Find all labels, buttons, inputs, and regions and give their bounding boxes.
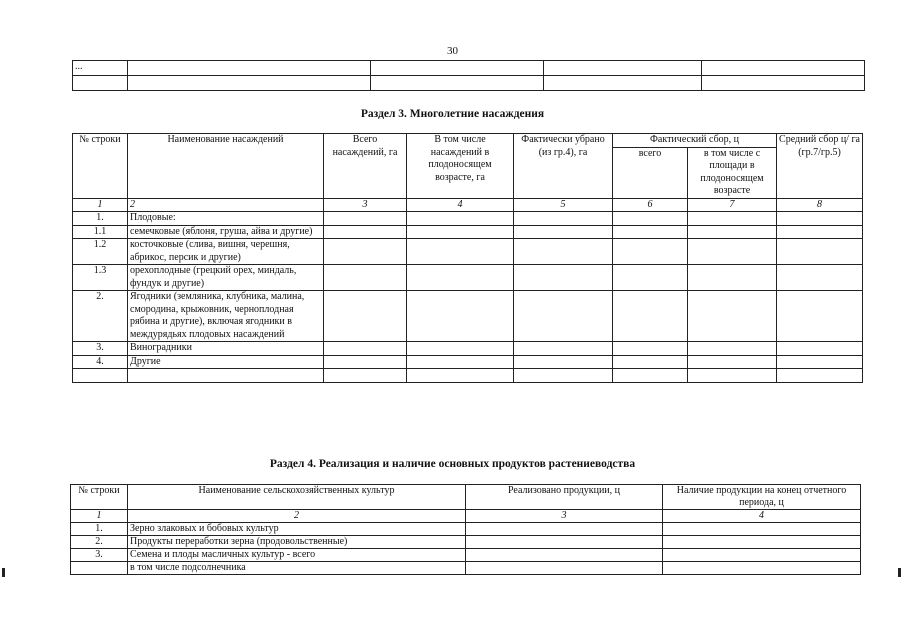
row-name: семечковые (яблоня, груша, айва и другие): [128, 225, 324, 239]
row-num: 2.: [73, 291, 128, 342]
col-number: 8: [777, 198, 863, 212]
table-cell: [544, 76, 702, 91]
header-total: Всего насаждений, га: [324, 134, 407, 199]
row-name: в том числе подсолнечника: [128, 562, 466, 575]
previous-section-table-tail: [72, 60, 865, 91]
table-cell: [544, 61, 702, 76]
col-number: 3: [466, 510, 663, 523]
page-number: 30: [447, 45, 458, 57]
row-num: 1.2: [73, 239, 128, 265]
row-num: 3.: [71, 549, 128, 562]
table-row: [73, 291, 863, 342]
row-num: 1.3: [73, 265, 128, 291]
table-row: [73, 76, 865, 91]
table-row: [73, 61, 865, 76]
row-num: 1.: [73, 212, 128, 226]
table-row: [71, 562, 861, 575]
row-name: Зерно злаковых и бобовых культур: [128, 523, 466, 536]
header-harvest-fruiting: в том числе с площади в плодоносящем возрасте: [688, 147, 777, 198]
table-cell: [128, 61, 371, 76]
table-cell: ...: [73, 61, 128, 76]
table-cell: [702, 76, 865, 91]
table-cell: [73, 76, 128, 91]
scan-edge-mark: [898, 568, 901, 577]
row-name: Семена и плоды масличных культур - всего: [128, 549, 466, 562]
table-cell: [128, 76, 371, 91]
table-row: [73, 369, 863, 383]
table-cell: [371, 61, 544, 76]
table-row: [73, 239, 863, 265]
row-name: Другие: [128, 355, 324, 369]
header-num: № строки: [71, 485, 128, 510]
table-row: [73, 355, 863, 369]
row-name: Ягодники (земляника, клубника, малина, смородина, крыжовник, черноплодная рябина и другие), включая ягодники в междурядьях плодовых насаждений: [128, 291, 324, 342]
row-name: орехоплодные (грецкий орех, миндаль, фундук и другие): [128, 265, 324, 291]
row-name: Плодовые:: [128, 212, 324, 226]
table-row: [73, 265, 863, 291]
col-number: 1: [71, 510, 128, 523]
row-name: Виноградники: [128, 342, 324, 356]
col-number: 5: [514, 198, 613, 212]
section4-title: Раздел 4. Реализация и наличие основных продуктов растениеводства: [269, 458, 636, 470]
col-number: 7: [688, 198, 777, 212]
table-row: [71, 549, 861, 562]
table-row: [71, 523, 861, 536]
col-number: 6: [613, 198, 688, 212]
row-num: 1.1: [73, 225, 128, 239]
row-name: [128, 369, 324, 383]
header-harvested: Фактически убрано (из гр.4), га: [514, 134, 613, 199]
table-row: [73, 342, 863, 356]
header-stock: Наличие продукции на конец отчетного периода, ц: [663, 485, 861, 510]
row-num: [73, 369, 128, 383]
table-cell: [371, 76, 544, 91]
header-sold: Реализовано продукции, ц: [466, 485, 663, 510]
col-number: 1: [73, 198, 128, 212]
header-harvest-total: всего: [613, 147, 688, 198]
header-name: Наименование сельскохозяйственных культур: [128, 485, 466, 510]
col-number: 2: [128, 198, 324, 212]
table-row: [73, 212, 863, 226]
section4-table: [70, 484, 861, 575]
row-name: косточковые (слива, вишня, черешня, абрикос, персик и другие): [128, 239, 324, 265]
column-numbers-row: [73, 198, 863, 212]
table-row: [73, 225, 863, 239]
col-number: 4: [663, 510, 861, 523]
header-avg: Средний сбор ц/ га (гр.7/гр.5): [777, 134, 863, 199]
row-name: Продукты переработки зерна (продовольственные): [128, 536, 466, 549]
section3-title: Раздел 3. Многолетние насаждения: [360, 108, 545, 120]
section3-table: [72, 133, 863, 383]
column-numbers-row: [71, 510, 861, 523]
row-num: 1.: [71, 523, 128, 536]
row-num: 3.: [73, 342, 128, 356]
header-num: № строки: [73, 134, 128, 199]
header-name: Наименование насаждений: [128, 134, 324, 199]
col-number: 3: [324, 198, 407, 212]
col-number: 4: [407, 198, 514, 212]
row-num: 4.: [73, 355, 128, 369]
header-row: [73, 134, 863, 148]
row-num: [71, 562, 128, 575]
table-cell: [702, 61, 865, 76]
col-number: 2: [128, 510, 466, 523]
header-row: [71, 485, 861, 510]
table-row: [71, 536, 861, 549]
header-harvest-group: Фактический сбор, ц: [613, 134, 777, 148]
row-num: 2.: [71, 536, 128, 549]
header-fruiting: В том числе насаждений в плодоносящем возрасте, га: [407, 134, 514, 199]
scan-edge-mark: [2, 568, 5, 577]
